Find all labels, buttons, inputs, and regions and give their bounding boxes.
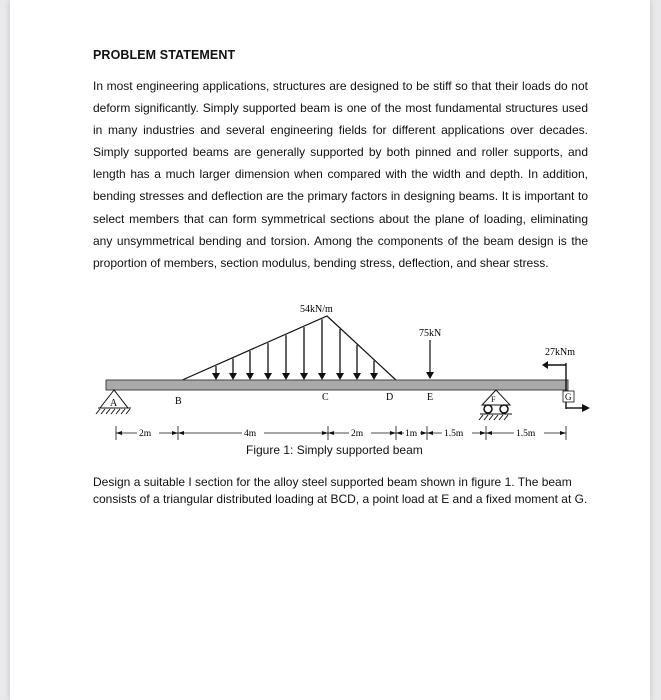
- load-arrow-head-9: [353, 373, 361, 380]
- point-label-e: E: [427, 392, 434, 403]
- dim-label-ab: 2m: [139, 429, 152, 439]
- point-label-g: G: [565, 392, 572, 402]
- task-paragraph: Design a suitable I section for the alloy steel supported beam shown in figure 1. The beam consists of a triangular distributed loading at BCD, a point load at E and a fixed moment at G.: [93, 475, 588, 506]
- load-arrow-head-6: [300, 373, 308, 380]
- distributed-load-label: 54kN/m: [300, 304, 333, 315]
- point-label-a: A: [110, 398, 118, 409]
- load-arrow-head-5: [282, 373, 290, 380]
- load-arrow-head-4: [264, 373, 272, 380]
- dim-label-fg: 1.5m: [516, 429, 536, 439]
- point-label-f: F: [491, 395, 496, 404]
- distributed-load-arrows: [212, 319, 378, 380]
- beam: [106, 380, 568, 390]
- roller-support-hatch: [479, 414, 512, 420]
- load-arrow-head-1: [212, 373, 220, 380]
- figure-caption: Figure 1: Simply supported beam: [246, 443, 423, 457]
- point-label-d: D: [386, 392, 394, 403]
- roller-wheel-right: [500, 405, 508, 413]
- moment-arrowhead-top: [542, 361, 548, 369]
- dim-label-cd: 2m: [351, 429, 364, 439]
- load-arrow-head-10: [370, 373, 378, 380]
- point-load-label: 75kN: [419, 328, 442, 339]
- distributed-load-outline: [180, 316, 397, 381]
- point-load-arrowhead: [426, 372, 434, 379]
- point-label-b: B: [175, 396, 182, 407]
- roller-support: [482, 390, 510, 405]
- load-arrow-head-3: [246, 373, 254, 380]
- dim-label-ef: 1.5m: [444, 429, 464, 439]
- moment-label: 27kNm: [545, 347, 575, 358]
- roller-wheel-left: [484, 405, 492, 413]
- point-label-c: C: [322, 392, 329, 403]
- load-arrow-head-7: [318, 373, 326, 380]
- dim-label-de: 1m: [405, 429, 418, 439]
- section-heading: PROBLEM STATEMENT: [93, 48, 236, 62]
- load-arrow-head-8: [336, 373, 344, 380]
- problem-paragraph: In most engineering applications, structures are designed to be stiff so that their loads do not deform significantly. Simply supported beam is one of the most fundamental structures used in many industries and several engineering fields for different applications over decades. Simply supported beams are generally supported by both pinned and roller supports, and length has a much larger dimension when compared with the width and depth. In addition, bending stresses and deflection are the primary factors in designing beams. It is important to select members that can form symmetrical sections about the plane of loading, eliminating any unsymmetrical bending and torsion. Among the components of the beam design is the proportion of members, section modulus, bending stress, deflection, and shear stress.: [93, 79, 588, 270]
- dim-label-bc: 4m: [244, 429, 257, 439]
- moment-arrowhead-bottom: [582, 404, 590, 412]
- load-arrow-head-2: [229, 373, 237, 380]
